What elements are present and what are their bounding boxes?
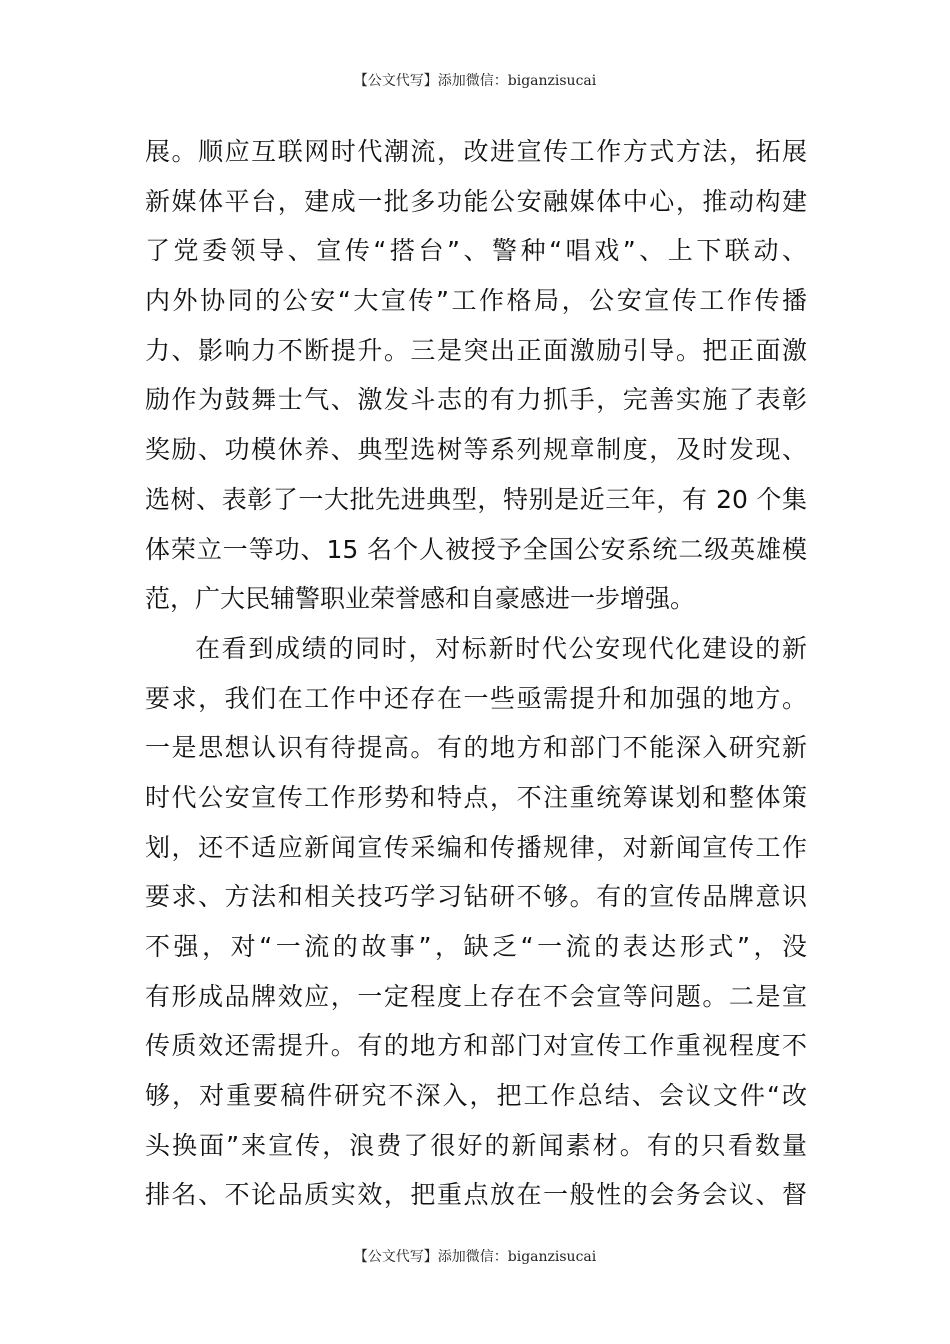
text-line: 新媒体平台，建成一批多功能公安融媒体中心，推动构建 bbox=[145, 186, 807, 216]
text-line: 有形成品牌效应，一定程度上存在不会宣等问题。二是宣 bbox=[145, 981, 807, 1011]
text-line: 力、影响力不断提升。三是突出正面激励引导。把正面激 bbox=[145, 335, 807, 365]
text-line: 划，还不适应新闻宣传采编和传播规律，对新闻宣传工作 bbox=[145, 832, 807, 862]
text-line: 体荣立一等功、15 名个人被授予全国公安系统二级英雄模 bbox=[145, 534, 807, 564]
text-line: 范，广大民辅警职业荣誉感和自豪感进一步增强。 bbox=[145, 584, 696, 614]
page-header: 【公文代写】添加微信：biganzisucai bbox=[353, 73, 597, 89]
text-line: 要求、方法和相关技巧学习钻研不够。有的宣传品牌意识 bbox=[145, 882, 807, 912]
text-line: 内外协同的公安“大宣传”工作格局，公安宣传工作传播 bbox=[145, 286, 807, 316]
text-line: 奖励、功模休养、典型选树等系列规章制度，及时发现、 bbox=[145, 435, 807, 465]
text-line: 一是思想认识有待提高。有的地方和部门不能深入研究新 bbox=[145, 733, 807, 763]
text-line: 头换面”来宣传，浪费了很好的新闻素材。有的只看数量 bbox=[145, 1130, 807, 1160]
text-line: 不强，对“一流的故事”，缺乏“一流的表达形式”，没 bbox=[145, 932, 807, 961]
text-line: 排名、不论品质实效，把重点放在一般性的会务会议、督 bbox=[145, 1180, 807, 1210]
text-line: 时代公安宣传工作形势和特点，不注重统筹谋划和整体策 bbox=[145, 782, 807, 812]
text-line: 励作为鼓舞士气、激发斗志的有力抓手，完善实施了表彰 bbox=[145, 385, 807, 415]
text-line: 传质效还需提升。有的地方和部门对宣传工作重视程度不 bbox=[145, 1031, 807, 1061]
text-line: 展。顺应互联网时代潮流，改进宣传工作方式方法，拓展 bbox=[145, 137, 807, 166]
paragraph-start-line: 在看到成绩的同时，对标新时代公安现代化建设的新 bbox=[195, 633, 807, 663]
text-line: 选树、表彰了一大批先进典型，特别是近三年，有 20 个集 bbox=[145, 484, 807, 514]
page-footer: 【公文代写】添加微信：biganzisucai bbox=[353, 1249, 597, 1265]
body-text bbox=[145, 127, 807, 1220]
text-line: 要求，我们在工作中还存在一些亟需提升和加强的地方。 bbox=[145, 683, 807, 713]
text-line: 了党委领导、宣传“搭台”、警种“唱戏”、上下联动、 bbox=[145, 236, 807, 266]
text-line: 够，对重要稿件研究不深入，把工作总结、会议文件“改 bbox=[145, 1081, 807, 1111]
